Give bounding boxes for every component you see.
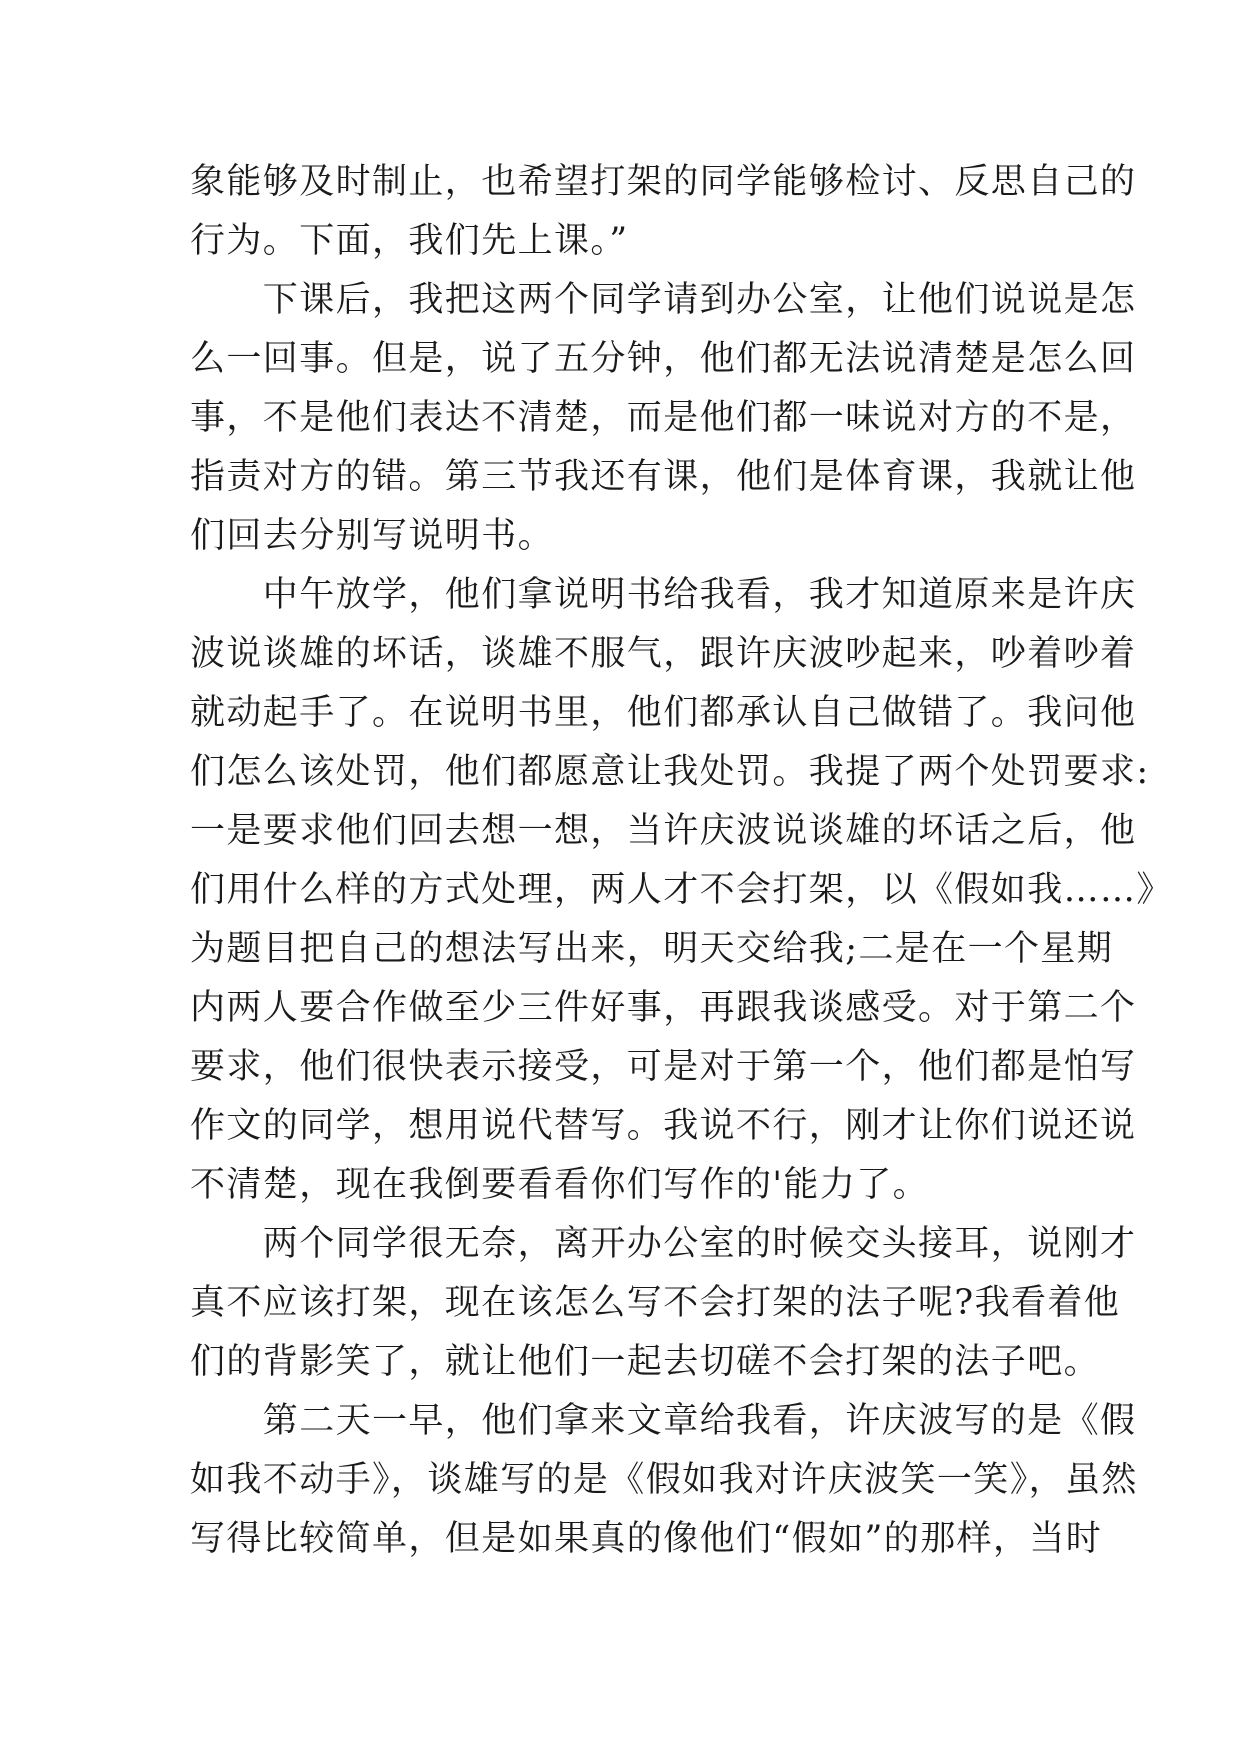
text-line: 不清楚，现在我倒要看看你们写作的'能力了。 [190,1165,930,1205]
text-line: 象能够及时制止，也希望打架的同学能够检讨、反思自己的 [190,162,1137,202]
text-line: 作文的同学，想用说代替写。我说不行，刚才让你们说还说 [190,1106,1137,1146]
text-line: 如我不动手》，谈雄写的是《假如我对许庆波笑一笑》，虽然 [190,1460,1138,1500]
text-line: 中午放学，他们拿说明书给我看，我才知道原来是许庆 [190,575,1137,615]
text-line: 为题目把自己的想法写出来，明天交给我;二是在一个星期 [190,929,1114,969]
text-line: 写得比较简单，但是如果真的像他们“假如”的那样，当时 [190,1519,1103,1559]
document-body [190,153,1173,1569]
text-line: 下课后，我把这两个同学请到办公室，让他们说说是怎 [190,280,1137,320]
text-line: 两个同学很无奈，离开办公室的时候交头接耳，说刚才 [190,1224,1137,1264]
text-line: 第二天一早，他们拿来文章给我看，许庆波写的是《假 [190,1401,1137,1441]
text-line: 们怎么该处罚，他们都愿意让我处罚。我提了两个处罚要求: [190,752,1150,792]
text-line: 波说谈雄的坏话，谈雄不服气，跟许庆波吵起来，吵着吵着 [190,634,1137,674]
text-line: 就动起手了。在说明书里，他们都承认自己做错了。我问他 [190,693,1137,733]
text-line: 事，不是他们表达不清楚，而是他们都一味说对方的不是， [190,398,1137,438]
text-line: 内两人要合作做至少三件好事，再跟我谈感受。对于第二个 [190,988,1137,1028]
text-line: 们回去分别写说明书。 [190,516,555,556]
text-line: 们的背影笑了，就让他们一起去切磋不会打架的法子吧。 [190,1342,1101,1382]
text-line: 指责对方的错。第三节我还有课，他们是体育课，我就让他 [190,457,1137,497]
text-line: 真不应该打架，现在该怎么写不会打架的法子呢?我看着他 [190,1283,1121,1323]
text-line: 行为。下面，我们先上课。” [190,221,629,261]
text-line: 么一回事。但是，说了五分钟，他们都无法说清楚是怎么回 [190,339,1137,379]
text-line: 一是要求他们回去想一想，当许庆波说谈雄的坏话之后，他 [190,811,1137,851]
text-line: 要求，他们很快表示接受，可是对于第一个，他们都是怕写 [190,1047,1137,1087]
text-line: 们用什么样的方式处理，两人才不会打架，以《假如我……》 [190,870,1173,910]
